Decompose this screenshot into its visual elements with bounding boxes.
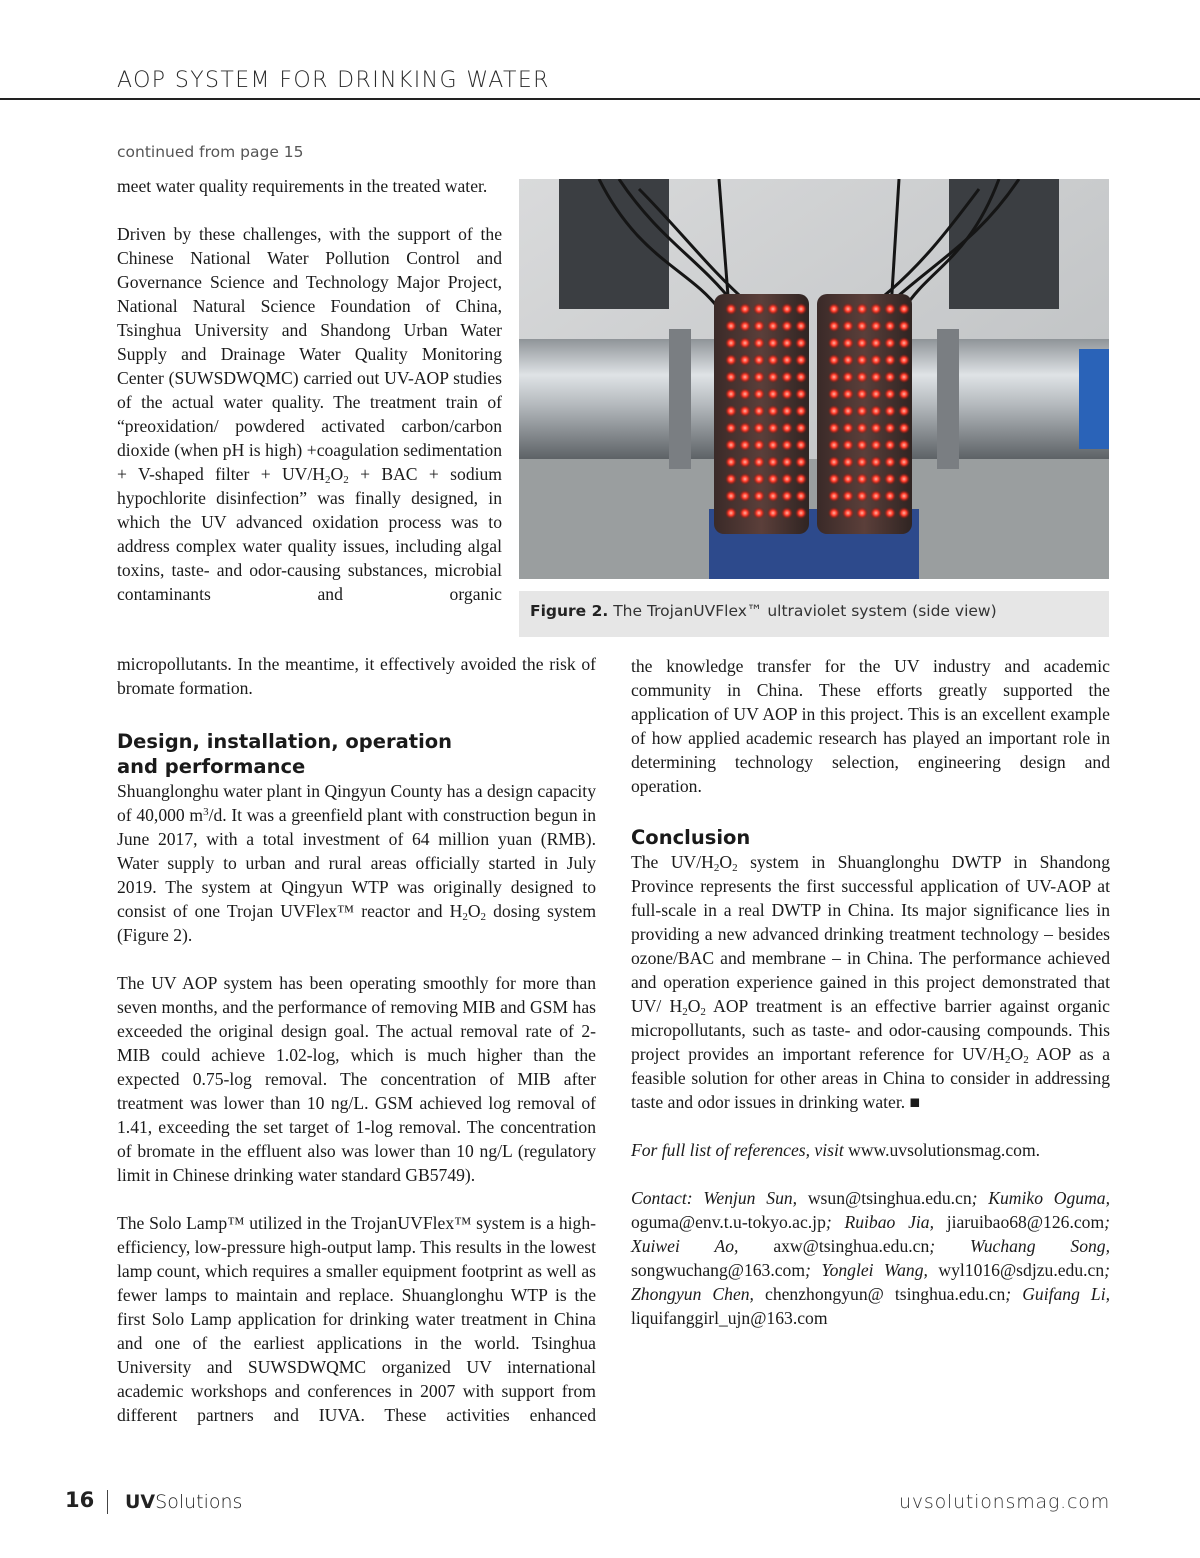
email-oguma[interactable]: oguma@env.t.u-tokyo.ac.jp: [631, 1212, 826, 1232]
figure-2: [519, 179, 1109, 637]
email-ao[interactable]: axw@tsinghua.edu.cn: [738, 1236, 930, 1256]
email-jia[interactable]: jiaruibao68@126.com: [933, 1212, 1105, 1232]
references-link[interactable]: www.uvsolutionsmag.com.: [843, 1140, 1041, 1160]
email-chen[interactable]: chenzhongyun@ tsinghua.edu.cn: [753, 1284, 1006, 1304]
magazine-brand: UVSolutions: [125, 1491, 243, 1513]
paragraph-solo-lamp: The Solo Lamp™ utilized in the TrojanUVFlex™ system is a high-efficiency, low-pressure high-output lamp. This results in the lowest lamp count, which requires a smaller equipment footprint as well as fewer lamps to maintain and replace. Shuanglonghu WTP is the first Solo Lamp application for drinking water treatment in China and one of the earliest applications in the world. Tsinghua University and SUWSDWQMC organized UV international academic workshops and conferences in 2007 with support from different partners and IUVA. These activities enhanced: [117, 1213, 597, 1425]
email-wang[interactable]: wyl1016@sdjzu.edu.cn: [927, 1260, 1105, 1280]
contact-list: Contact: Wenjun Sun, wsun@tsinghua.edu.cn; Kumiko Oguma, oguma@env.t.u-tokyo.ac.jp; Ruibao Jia, jiaruibao68@126.com; Xuiwei Ao, axw@tsinghua.edu.cn; Wuchang Song, songwuchang@163.com; Yonglei Wang, wyl1016@sdjzu.edu.cn; Zhongyun Chen, chenzhongyun@ tsinghua.edu.cn; Guifang Li, liquifanggirl_ujn@163.com: [631, 1188, 1111, 1328]
paragraph-performance: The UV AOP system has been operating smoothly for more than seven months, and the performance of removing MIB and GSM has exceeded the original design goal. The actual removal rate of 2-MIB could achieve 1.02-log, which is much higher than the expected 0.75-log removal. The concentration of MIB after treatment was lower than 10 ng/L. GSM achieved log removal of 1.41, exceeding the set target of 1-log removal. The concentration of bromate in the effluent also was lower than 10 ng/L (regulatory limit in Chinese drinking water standard GB5749).: [117, 973, 596, 1185]
paragraph-plant: Shuanglonghu water plant in Qingyun County has a design capacity of 40,000 $m^3/d$. It was a greenfield plant with construction begun in June 2017, with a total investment of 64 million yuan (RMB). Water supply to urban and rural areas officially started in July 2019. The system at Qingyun WTP was originally designed to consist of one Trojan UVFlex™ reactor and $H_2O_2$ dosing system (Figure 2).: [117, 781, 596, 945]
footer-divider: [107, 1490, 108, 1514]
magazine-url[interactable]: uvsolutionsmag.com: [899, 1491, 1110, 1513]
right-column: [631, 654, 1110, 1330]
page-number: 16: [65, 1488, 95, 1512]
paragraph-conclusion: The $UV/H_2O_2$ system in Shuanglonghu DWTP in Shandong Province represents the first successful application of UV-AOP at full-scale in a real DWTP in China. Its major significance lies in providing a new advanced drinking treatment technology – besides ozone/BAC and membrane – in China. The performance achieved and operation experience gained in this project demonstrated that UV/ $H_2O_2$ AOP treatment is an effective barrier against organic micropollutants, such as taste- and odor-causing compounds. This project provides an important reference for $UV/H_2O_2$ AOP as a feasible solution for other areas in China to consider in addressing taste and odor issues in drinking water. ■: [631, 852, 1111, 1112]
left-column: [117, 652, 596, 1427]
email-song[interactable]: songwuchang@163.com: [631, 1260, 806, 1280]
top-column: [117, 174, 502, 606]
continued-note: continued from page 15: [117, 143, 304, 161]
paragraph-challenges: Driven by these challenges, with the support of the Chinese National Water Pollution Control and Governance Science and Technology Major Project, National Natural Science Foundation of China, Tsinghua University and Shandong Urban Water Supply and Drainage Water Quality Monitoring Center (SUWSDWQMC) carried out UV-AOP studies of the actual water quality. The treatment train of “preoxidation/ powdered activated carbon/carbon dioxide (when pH is high) +coagulation sedimentation + V-shaped filter + $UV/H_2O_2$ + BAC + sodium hypochlorite disinfection” was finally designed, in which the UV advanced oxidation process was to address complex water quality issues, including algal toxins, taste- and odor-causing substances, microbial contaminants and organic: [117, 224, 502, 604]
section-heading-conclusion: Conclusion: [631, 826, 751, 849]
figure-caption-box: [519, 591, 1109, 637]
paragraph-challenges-end: micropollutants. In the meantime, it effectively avoided the risk of bromate formation.: [117, 654, 596, 698]
email-li[interactable]: liquifanggirl_ujn@163.com: [631, 1308, 828, 1328]
section-heading-design: Design, installation, operation and performance: [117, 730, 453, 778]
email-sun[interactable]: wsun@tsinghua.edu.cn: [797, 1188, 972, 1208]
paragraph-knowledge-transfer: the knowledge transfer for the UV industry and academic community in China. These efforts greatly supported the application of UV AOP in this project. This is an excellent example of how applied academic research has played an important role in determining technology selection, engineering design and operation.: [631, 656, 1110, 796]
running-header: AOP SYSTEM FOR DRINKING WATER: [117, 68, 550, 93]
paragraph-intro-end: meet water quality requirements in the treated water.: [117, 176, 488, 196]
header-rule: [0, 98, 1200, 100]
references-note: For full list of references, visit www.uvsolutionsmag.com.: [631, 1140, 1041, 1160]
figure-caption: Figure 2. The TrojanUVFlex™ ultraviolet system (side view): [530, 602, 997, 620]
uv-system-photo: [519, 179, 1109, 579]
